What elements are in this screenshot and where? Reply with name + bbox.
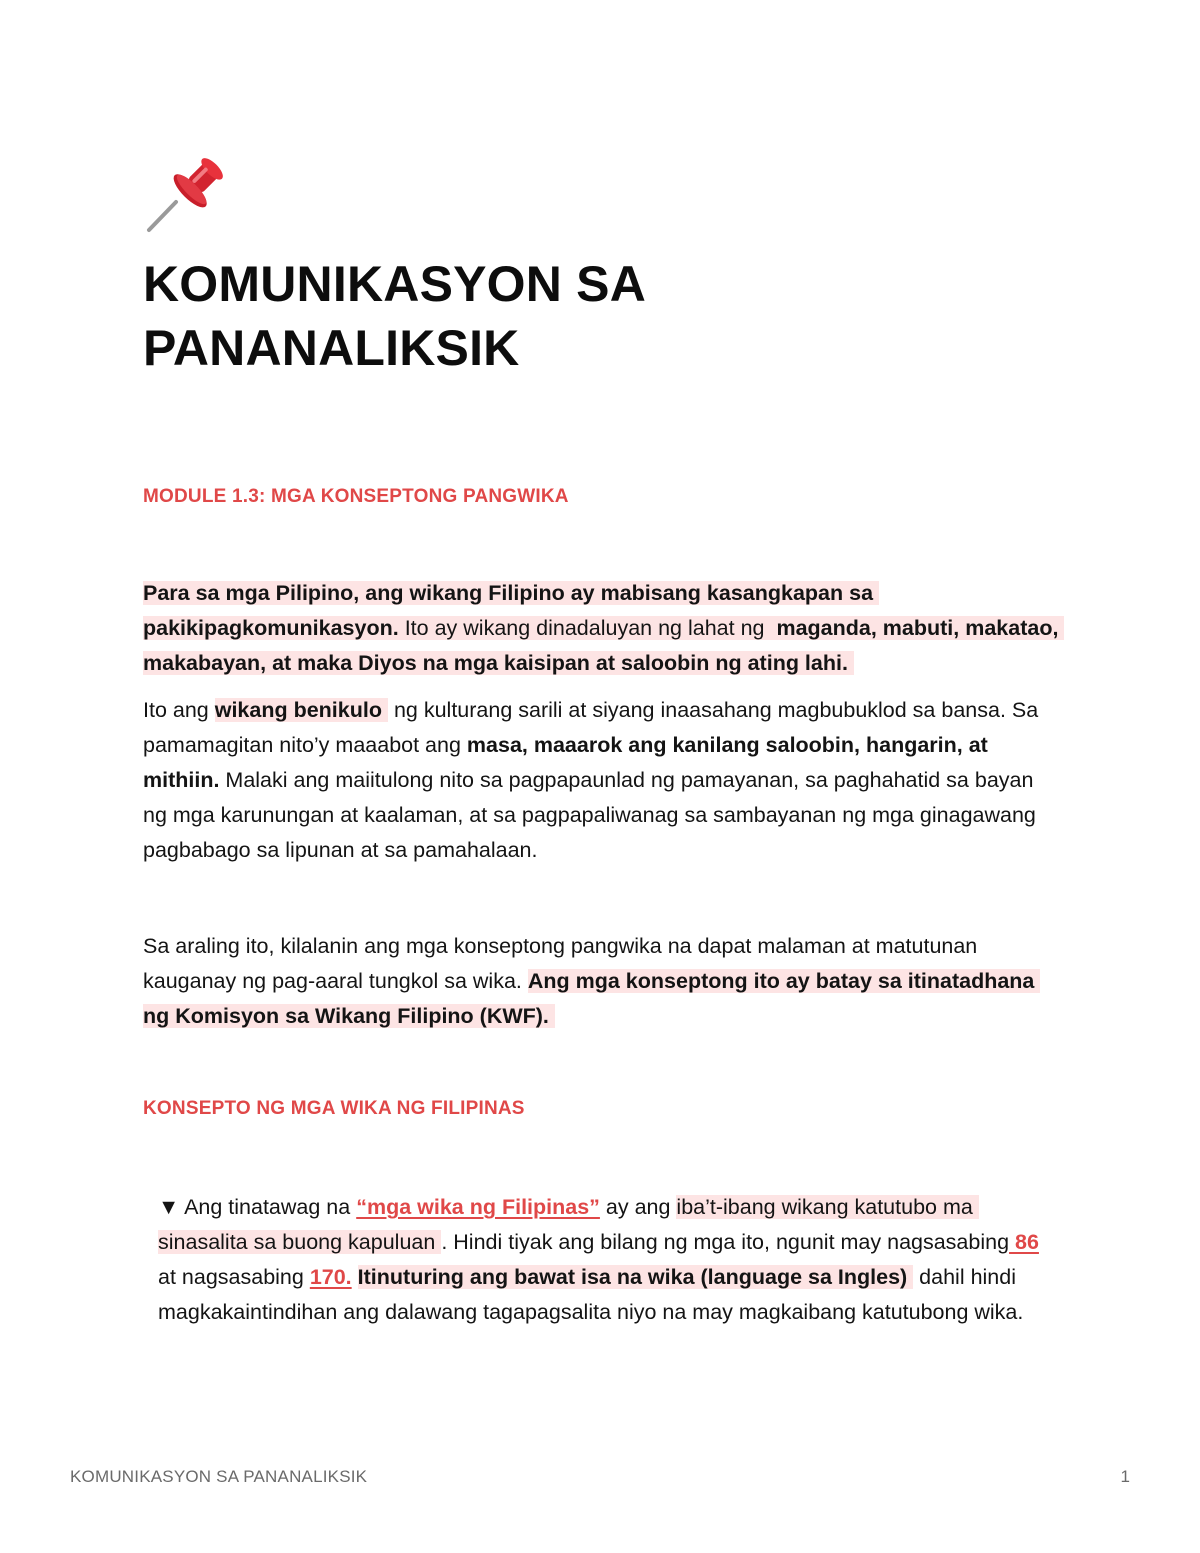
pushpin-icon	[143, 152, 229, 234]
bullet-text-6: dahil hindi magkakaintindihan ang dalawang tagapagsalita niyo na may magkaibang katutubong wika.	[158, 1265, 1024, 1324]
paragraph-vehicle-text-1: Ito ang	[143, 698, 215, 722]
bullet-text-3: . Hindi tiyak ang bilang ng mga ito, ngunit may nagsasabing	[441, 1230, 1010, 1254]
bullet-text-1: Ang tinatawag na	[179, 1195, 357, 1219]
highlight-kwf: Ang mga konseptong ito ay batay sa itinatadhana ng Komisyon sa Wikang Filipino (KWF).	[143, 969, 1040, 1028]
highlight-wikang-benikulo: wikang benikulo	[215, 698, 388, 722]
bullet-text-2: ay ang	[599, 1195, 677, 1219]
highlight-language: Itinuturing ang bawat isa na wika (language sa Ingles)	[358, 1265, 914, 1289]
paragraph-lesson	[143, 929, 1063, 1034]
highlight-katutubo: iba’t-ibang wikang katutubo ma sinasalita sa buong kapuluan	[158, 1195, 979, 1254]
paragraph-lesson-text: Sa araling ito, kilalanin ang mga konseptong pangwika na dapat malaman at matutunan kauganay ng pag-aaral tungkol sa wika.	[143, 934, 978, 993]
toggle-triangle-icon[interactable]: ▼	[158, 1195, 180, 1219]
highlight-values: maganda, mabuti, makatao, makabayan, at maka Diyos na mga kaisipan at saloobin ng ating lahi.	[143, 616, 1064, 675]
term-mga-wika-ng-filipinas: “mga wika ng Filipinas”	[356, 1195, 600, 1219]
number-86: 86	[1009, 1230, 1039, 1254]
section-heading: KONSEPTO NG MGA WIKA NG FILIPINAS	[143, 1098, 525, 1119]
page-number: 1	[1120, 1467, 1130, 1486]
paragraph-vehicle-text-2: ng kulturang sarili at siyang inaasahang magbubuklod sa bansa. Sa pamamagitan nito’y maaabot ang	[143, 698, 1039, 757]
paragraph-vehicle-text-3: Malaki ang maiitulong nito sa pagpapaunlad ng pamayanan, sa paghahatid sa bayan ng mga karunungan at kaalaman, at sa pagpapaliwanag sa sambayanan ng mga ginagawang pagbabago sa lipunan at sa pamahalaan.	[143, 768, 1036, 862]
toggle-list-item[interactable]	[158, 1190, 1058, 1330]
paragraph-intro-text: Ito ay wikang dinadaluyan ng lahat ng	[405, 616, 777, 640]
highlight-intro-statement: Para sa mga Pilipino, ang wikang Filipino ay mabisang kasangkapan sa pakikipagkomunikasyon.	[143, 581, 879, 640]
document-title	[143, 252, 1043, 380]
bold-masa: masa, maaarok ang kanilang saloobin, hangarin, at mithiin.	[143, 733, 988, 792]
number-170: 170.	[309, 1265, 352, 1289]
module-heading: MODULE 1.3: MGA KONSEPTONG PANGWIKA	[143, 486, 569, 507]
title-line-1: KOMUNIKASYON SA	[143, 256, 647, 312]
bullet-text-4: at nagsasabing	[158, 1265, 310, 1289]
paragraph-vehicle	[143, 693, 1063, 868]
title-line-2: PANANALIKSIK	[143, 320, 520, 376]
paragraph-intro	[143, 576, 1063, 681]
bullet-text-5	[352, 1265, 358, 1289]
footer-title: KOMUNIKASYON SA PANANALIKSIK	[70, 1467, 368, 1486]
